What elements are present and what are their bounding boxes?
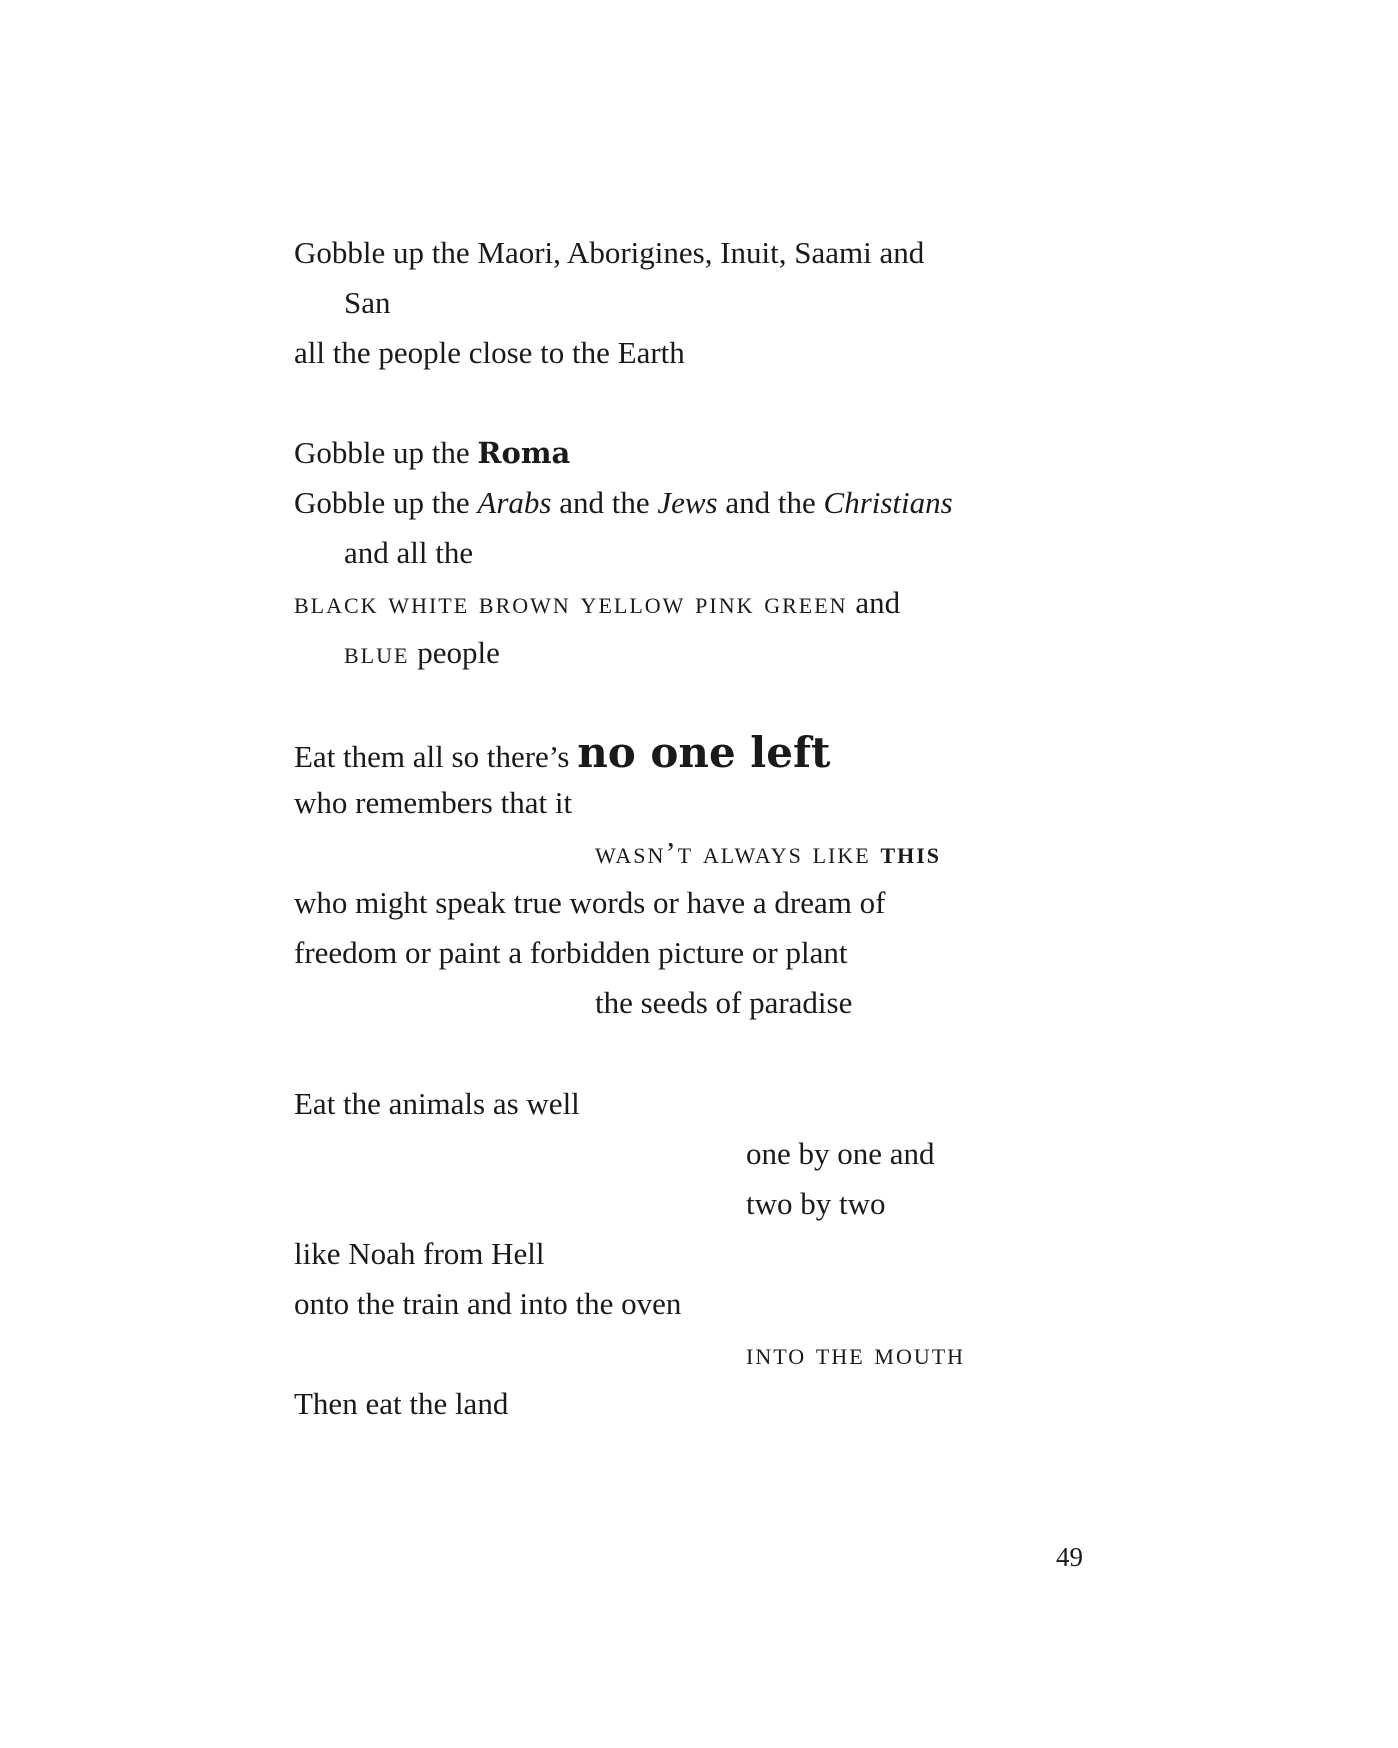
line-text: Gobble up the Maori, Aborigines, Inuit, Saami and: [294, 235, 925, 270]
line-text: Gobble up the: [294, 435, 478, 470]
line-text: who remembers that it: [294, 785, 573, 820]
poem-line: [595, 983, 852, 1023]
line-text: and: [847, 585, 901, 620]
poem-line: [294, 883, 885, 923]
poem-line: [344, 283, 391, 323]
line-text: Eat the animals as well: [294, 1086, 580, 1121]
poem-line: [294, 433, 570, 473]
line-text: San: [344, 285, 391, 320]
italic-word: Arabs: [477, 485, 552, 520]
poem-line: [294, 233, 924, 273]
poem-line: [294, 333, 685, 373]
poem-line: [294, 728, 831, 777]
emphasis-large-text: no one left: [577, 728, 831, 777]
line-text: Then eat the land: [294, 1386, 509, 1421]
poem-line: [746, 1134, 935, 1174]
line-text: one by one and: [746, 1136, 935, 1171]
small-caps-text: black white brown yellow pink green: [294, 585, 848, 620]
poem-line: [294, 783, 572, 823]
poem-line: [344, 533, 473, 573]
line-text: Gobble up the: [294, 485, 478, 520]
poem-line: [294, 1234, 545, 1274]
poem-line: [344, 633, 500, 673]
line-text: and the: [717, 485, 824, 520]
poem-line: [294, 583, 900, 623]
poem-line: [595, 833, 941, 873]
poem-line: [746, 1334, 965, 1374]
small-caps-text: wasn’t always like: [595, 835, 881, 870]
italic-word: Jews: [657, 485, 718, 520]
poem-line: [746, 1184, 886, 1224]
line-text: people: [409, 635, 500, 670]
line-text: like Noah from Hell: [294, 1236, 545, 1271]
line-text: the seeds of paradise: [595, 985, 853, 1020]
small-caps-text: into the mouth: [746, 1336, 966, 1371]
line-text: and the: [551, 485, 658, 520]
line-text: and all the: [344, 535, 474, 570]
poem-line: [294, 483, 953, 523]
bold-small-caps-text: this: [880, 835, 942, 870]
line-text: onto the train and into the oven: [294, 1286, 682, 1321]
poem-line: [294, 933, 848, 973]
line-text: who might speak true words or have a dream of: [294, 885, 886, 920]
line-text: freedom or paint a forbidden picture or plant: [294, 935, 848, 970]
bold-word: Roma: [477, 436, 571, 470]
line-text: two by two: [746, 1186, 886, 1221]
italic-word: Christians: [823, 485, 953, 520]
line-text: all the people close to the Earth: [294, 335, 685, 370]
poem-line: [294, 1284, 681, 1324]
small-caps-text: blue: [344, 635, 410, 670]
poem-line: [294, 1084, 580, 1124]
line-text: Eat them all so there’s: [294, 739, 578, 774]
page-number: 49: [1056, 1542, 1083, 1572]
poem-line: [294, 1384, 508, 1424]
